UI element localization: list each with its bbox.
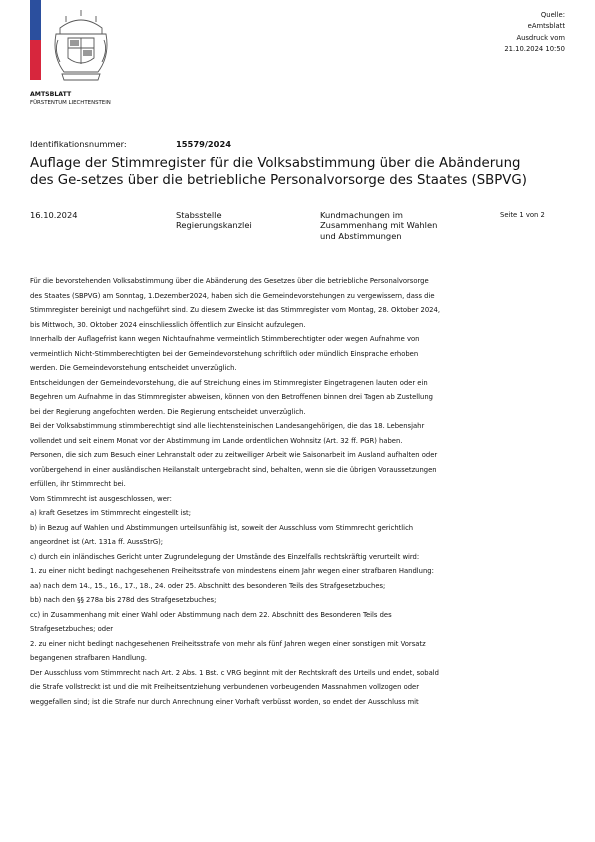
category-line: und Abstimmungen <box>320 230 402 241</box>
id-label: Identifikationsnummer: <box>30 139 127 149</box>
body-line: a) kraft Gesetzes im Stimmrecht eingestellt ist; <box>30 509 191 517</box>
body-line: Personen, die sich zum Besuch einer Lehranstalt oder zu zeitweiliger Arbeit wie Saisonarbeit im Ausland aufhalten oder <box>30 451 438 459</box>
category-line: Zusammenhang mit Wahlen <box>320 220 438 231</box>
publication-date: 16.10.2024 <box>30 210 78 220</box>
identification-row <box>30 139 231 149</box>
body-line: angeordnet ist (Art. 131a ff. AussStrG); <box>30 538 164 546</box>
body-line: erfüllen, ihr Stimmrecht bei. <box>30 480 126 488</box>
source-info <box>504 10 565 56</box>
page-indicator: Seite 1 von 2 <box>500 211 545 219</box>
body-line: vollendet und seit einem Monat vor der Abstimmung im Lande ordentlichen Wohnsitz (Art. 32 ff. PGR) haben. <box>30 436 403 445</box>
body-line: Vom Stimmrecht ist ausgeschlossen, wer: <box>30 494 172 503</box>
issuing-office <box>176 210 252 231</box>
body-line: des Staates (SBPVG) am Sonntag, 1.Dezember2024, haben sich die Gemeindevorstehungen zu vergewissern, dass die <box>30 291 435 300</box>
body-line: b) in Bezug auf Wahlen und Abstimmungen urteilsunfähig ist, soweit der Ausschluss vom Stimmrecht gerichtlich <box>30 523 414 532</box>
body-line: vermeintlich Nicht-Stimmberechtigten bei der Gemeindevorstehung schriftlich oder mündlich Einsprache erhoben <box>30 349 419 358</box>
document-body <box>30 274 570 709</box>
body-line: Entscheidungen der Gemeindevorstehung, die auf Streichung eines im Stimmregister Eingetragenen lauten oder ein <box>30 378 428 387</box>
body-line: c) durch ein inländisches Gericht unter Zugrundelegung der Umstände des Einzelfalls rechtskräftig verurteilt wird: <box>30 552 420 561</box>
category <box>320 210 437 241</box>
body-line: Der Ausschluss vom Stimmrecht nach Art. 2 Abs. 1 Bst. c VRG beginnt mit der Rechtskraft des Urteils und endet, sobald <box>30 668 439 677</box>
issuer-title: AMTSBLATT <box>30 91 72 98</box>
body-line: Strafgesetzbuches; oder <box>30 625 114 633</box>
body-line: aa) nach dem 14., 15., 16., 17., 18., 24. oder 25. Abschnitt des besonderen Teils des Strafgesetzbuches; <box>30 581 386 590</box>
coat-of-arms-icon <box>52 10 110 82</box>
body-line: Stimmregister bereinigt und nachgeführt sind. Zu diesem Zwecke ist das Stimmregister vom Montag, 28. Oktober 2024, <box>30 306 440 314</box>
body-line: bb) nach den §§ 278a bis 278d des Strafgesetzbuches; <box>30 596 217 604</box>
body-line: bei der Regierung angefochten werden. Die Regierung entscheidet unverzüglich. <box>30 407 306 416</box>
body-line: bis Mittwoch, 30. Oktober 2024 einschliesslich öffentlich zur Einsicht aufzulegen. <box>30 320 306 329</box>
body-line: vorübergehend in einer ausländischen Heilanstalt untergebracht sind, behalten, wenn sie die übrigen Voraussetzungen <box>30 465 437 474</box>
category-line: Kundmachungen im <box>320 210 403 220</box>
body-line: 1. zu einer nicht bedingt nachgesehenen Freiheitsstrafe von mindestens einem Jahr wegen einer strafbaren Handlung: <box>30 567 434 575</box>
document-title <box>30 155 570 189</box>
source-label: Quelle: <box>540 11 565 19</box>
body-line: Bei der Volksabstimmung stimmberechtigt sind alle liechtensteinischen Landesangehörigen, die das 18. Lebensjahr <box>30 422 425 430</box>
source-name: eAmtsblatt <box>527 22 565 31</box>
title-line: Auflage der Stimmregister für die Volksabstimmung über die Abänderung <box>30 156 521 171</box>
id-value: 15579/2024 <box>176 139 231 149</box>
office-line: Regierungskanzlei <box>176 220 252 231</box>
body-line: die Strafe vollstreckt ist und die mit Freiheitsentziehung verbundenen vorbeugenden Massnahmen vollzogen oder <box>30 683 420 691</box>
issuer-block <box>30 90 111 108</box>
body-line: weggefallen sind; ist die Strafe nur durch Anrechnung einer Vorhaft verbüsst worden, so endet der Ausschluss mit <box>30 697 419 706</box>
body-line: Für die bevorstehenden Volksabstimmung über die Abänderung des Gesetzes über die betriebliche Personalvorsorge <box>30 277 429 285</box>
body-line: Begehren um Aufnahme in das Stimmregister abweisen, können von den Betroffenen binnen drei Tagen ab Zustellung <box>30 393 433 401</box>
flag-blue-band <box>30 0 41 40</box>
issuer-subtitle: FÜRSTENTUM LIECHTENSTEIN <box>30 100 111 106</box>
flag-stripe <box>30 0 41 80</box>
body-line: werden. Die Gemeindevorstehung entscheidet unverzüglich. <box>30 364 237 372</box>
printout-label: Ausdruck vom <box>516 33 565 42</box>
title-line: des Ge-setzes über die betriebliche Personalvorsorge des Staates (SBPVG) <box>30 173 527 188</box>
printout-timestamp: 21.10.2024 10:50 <box>504 45 565 54</box>
body-line: Innerhalb der Auflagefrist kann wegen Nichtaufnahme vermeintlich Stimmberechtigter oder wegen Aufnahme von <box>30 335 420 343</box>
body-line: 2. zu einer nicht bedingt nachgesehenen Freiheitsstrafe von mehr als fünf Jahren wegen einer sonstigen mit Vorsatz <box>30 639 426 648</box>
office-line: Stabsstelle <box>176 210 222 220</box>
flag-red-band <box>30 40 41 80</box>
body-line: cc) in Zusammenhang mit einer Wahl oder Abstimmung nach dem 22. Abschnitt des Besonderen Teils des <box>30 610 392 619</box>
body-line: begangenen strafbaren Handlung. <box>30 654 147 662</box>
